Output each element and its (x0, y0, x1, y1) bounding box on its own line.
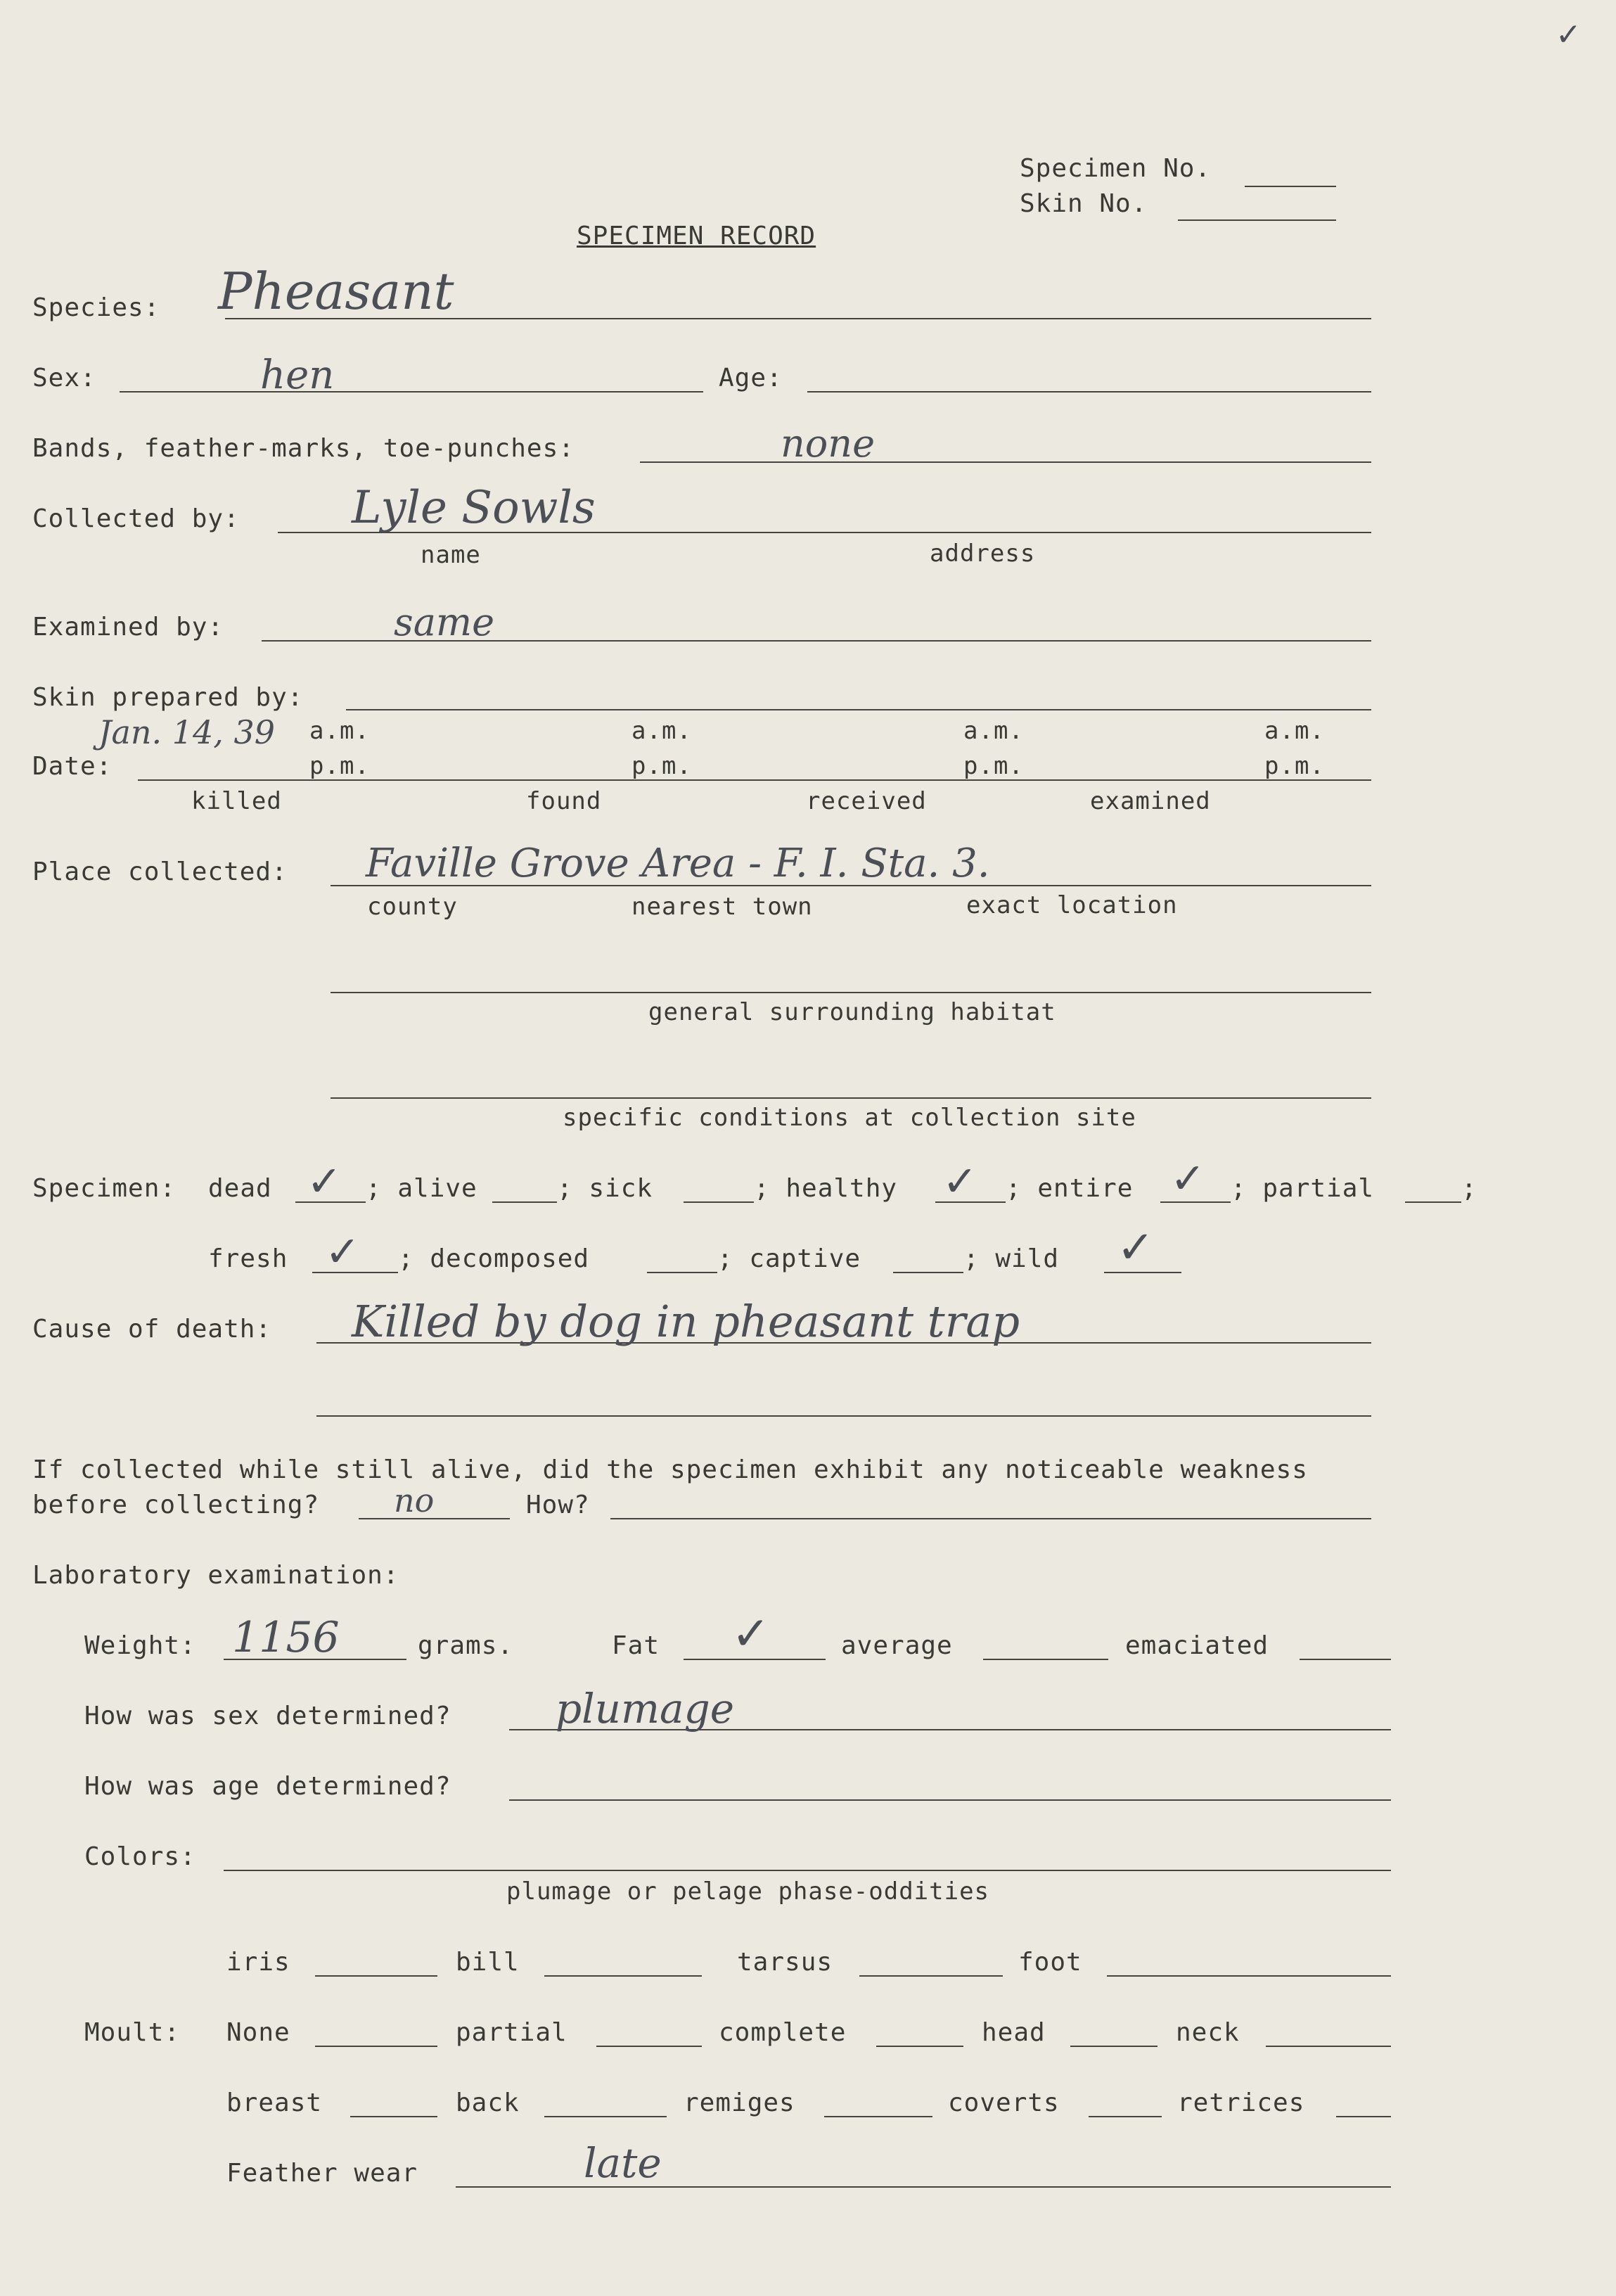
feather-wear-label: Feather wear (226, 2159, 418, 2188)
emaciated-line[interactable] (1300, 1659, 1391, 1660)
entire-label: ; entire (1006, 1174, 1134, 1203)
exact-location-caption: exact location (966, 891, 1178, 919)
fat-check: ✓ (731, 1607, 771, 1661)
plumage-caption: plumage or pelage phase-oddities (506, 1877, 990, 1906)
remiges-line[interactable] (824, 2116, 932, 2117)
captive-line[interactable] (893, 1272, 963, 1273)
date-label: Date: (32, 752, 113, 781)
average-line[interactable] (983, 1659, 1108, 1660)
alive-line[interactable] (492, 1201, 557, 1203)
habitat-caption: general surrounding habitat (648, 998, 1056, 1026)
am-examined: a.m. (1264, 717, 1325, 745)
remiges-label: remiges (684, 2088, 795, 2117)
species-label: Species: (32, 293, 160, 322)
found-caption: found (526, 787, 602, 815)
moult-label: Moult: (84, 2018, 181, 2047)
moult-neck-line[interactable] (1266, 2046, 1391, 2047)
emaciated-label: emaciated (1125, 1631, 1269, 1660)
bill-line[interactable] (544, 1975, 702, 1977)
date-line[interactable] (138, 779, 1371, 781)
cause-of-death-line-2[interactable] (316, 1415, 1371, 1417)
colors-line[interactable] (224, 1870, 1391, 1871)
dead-check: ✓ (307, 1157, 342, 1206)
lab-label: Laboratory examination: (32, 1561, 399, 1590)
how-label: How? (526, 1491, 590, 1519)
bands-value: none (781, 421, 876, 466)
species-value: Pheasant (218, 262, 454, 321)
corner-check-mark: ✓ (1556, 17, 1582, 53)
sick-line[interactable] (684, 1201, 754, 1203)
place-label: Place collected: (32, 857, 288, 886)
tarsus-line[interactable] (859, 1975, 1003, 1977)
moult-none-label: None (226, 2018, 290, 2047)
coverts-label: coverts (948, 2088, 1060, 2117)
sick-label: ; sick (557, 1174, 653, 1203)
place-value: Faville Grove Area - F. I. Sta. 3. (366, 841, 990, 886)
sex-value: hen (260, 352, 335, 398)
nearest-town-caption: nearest town (631, 893, 813, 921)
partial-label: ; partial (1231, 1174, 1375, 1203)
specimen-no-label: Specimen No. (1020, 154, 1212, 183)
wild-label: ; wild (963, 1244, 1060, 1273)
pm-examined: p.m. (1264, 752, 1325, 780)
weakness-answer-line[interactable] (359, 1518, 510, 1519)
cause-of-death-label: Cause of death: (32, 1315, 272, 1344)
dead-label: dead (208, 1174, 272, 1203)
age-determined-label: How was age determined? (84, 1772, 451, 1801)
weight-value: 1156 (232, 1613, 340, 1662)
weakness-question: If collected while still alive, did the specimen exhibit any noticeable weakness (32, 1455, 1308, 1484)
skin-prepared-line[interactable] (346, 709, 1371, 710)
address-caption: address (930, 540, 1036, 568)
am-received: a.m. (963, 717, 1024, 745)
iris-line[interactable] (315, 1975, 437, 1977)
collected-by-value: Lyle Sowls (352, 482, 596, 534)
grams-label: grams. (418, 1631, 514, 1660)
bands-label: Bands, feather-marks, toe-punches: (32, 434, 575, 463)
killed-caption: killed (191, 787, 282, 815)
partial-semicolon: ; (1461, 1174, 1477, 1203)
habitat-line[interactable] (331, 992, 1371, 993)
am-killed: a.m. (309, 717, 370, 745)
skin-no-label: Skin No. (1020, 189, 1148, 218)
partial-line[interactable] (1405, 1201, 1461, 1203)
moult-none-line[interactable] (315, 2046, 437, 2047)
weakness-answer: no (394, 1481, 435, 1519)
moult-complete-line[interactable] (876, 2046, 963, 2047)
cause-of-death-value: Killed by dog in pheasant trap (352, 1296, 1020, 1347)
average-label: average (841, 1631, 953, 1660)
how-line[interactable] (610, 1518, 1371, 1519)
moult-partial-line[interactable] (596, 2046, 702, 2047)
bill-label: bill (456, 1948, 520, 1977)
age-determined-line[interactable] (509, 1799, 1391, 1801)
iris-label: iris (226, 1948, 290, 1977)
tarsus-label: tarsus (737, 1948, 833, 1977)
fresh-label: fresh (208, 1244, 288, 1273)
date-value: Jan. 14, 39 (98, 713, 276, 751)
wild-check: ✓ (1117, 1222, 1155, 1274)
fresh-check: ✓ (325, 1227, 361, 1277)
back-label: back (456, 2088, 520, 2117)
feather-wear-value: late (584, 2139, 662, 2187)
name-caption: name (421, 541, 481, 569)
foot-label: foot (1018, 1948, 1082, 1977)
moult-partial-label: partial (456, 2018, 567, 2047)
fat-label: Fat (612, 1631, 660, 1660)
county-caption: county (367, 893, 458, 921)
retrices-line[interactable] (1336, 2116, 1391, 2117)
sex-determined-label: How was sex determined? (84, 1702, 451, 1730)
specimen-label: Specimen: (32, 1174, 177, 1203)
pm-found: p.m. (631, 752, 692, 780)
weight-label: Weight: (84, 1631, 196, 1660)
moult-head-line[interactable] (1070, 2046, 1158, 2047)
received-caption: received (806, 787, 927, 815)
skin-prepared-label: Skin prepared by: (32, 683, 304, 712)
examined-caption: examined (1090, 787, 1211, 815)
skin-no-line[interactable] (1178, 219, 1336, 221)
moult-complete-label: complete (719, 2018, 847, 2047)
pm-received: p.m. (963, 752, 1024, 780)
moult-head-label: head (982, 2018, 1046, 2047)
pm-killed: p.m. (309, 752, 370, 780)
decomposed-label: ; decomposed (398, 1244, 590, 1273)
conditions-caption: specific conditions at collection site (563, 1104, 1136, 1132)
form-title: SPECIMEN RECORD (577, 222, 816, 250)
colors-label: Colors: (84, 1842, 196, 1871)
specimen-no-line[interactable] (1245, 186, 1336, 187)
age-label: Age: (719, 364, 783, 393)
back-line[interactable] (544, 2116, 667, 2117)
foot-line[interactable] (1107, 1975, 1391, 1977)
entire-check: ✓ (1170, 1154, 1206, 1204)
conditions-line[interactable] (331, 1097, 1371, 1099)
collected-by-label: Collected by: (32, 504, 240, 533)
breast-line[interactable] (350, 2116, 437, 2117)
age-line[interactable] (807, 391, 1371, 393)
decomposed-line[interactable] (647, 1272, 717, 1273)
healthy-check: ✓ (942, 1157, 978, 1206)
examined-by-label: Examined by: (32, 613, 224, 642)
examined-by-value: same (394, 600, 495, 644)
healthy-label: ; healthy (754, 1174, 898, 1203)
before-collecting-label: before collecting? (32, 1491, 320, 1519)
coverts-line[interactable] (1089, 2116, 1162, 2117)
alive-label: ; alive (366, 1174, 477, 1203)
retrices-label: retrices (1177, 2088, 1305, 2117)
am-found: a.m. (631, 717, 692, 745)
sex-label: Sex: (32, 364, 96, 393)
sex-line[interactable] (120, 391, 703, 393)
moult-neck-label: neck (1176, 2018, 1240, 2047)
captive-label: ; captive (717, 1244, 861, 1273)
breast-label: breast (226, 2088, 323, 2117)
sex-determined-value: plumage (556, 1685, 735, 1733)
bands-line[interactable] (640, 461, 1371, 463)
